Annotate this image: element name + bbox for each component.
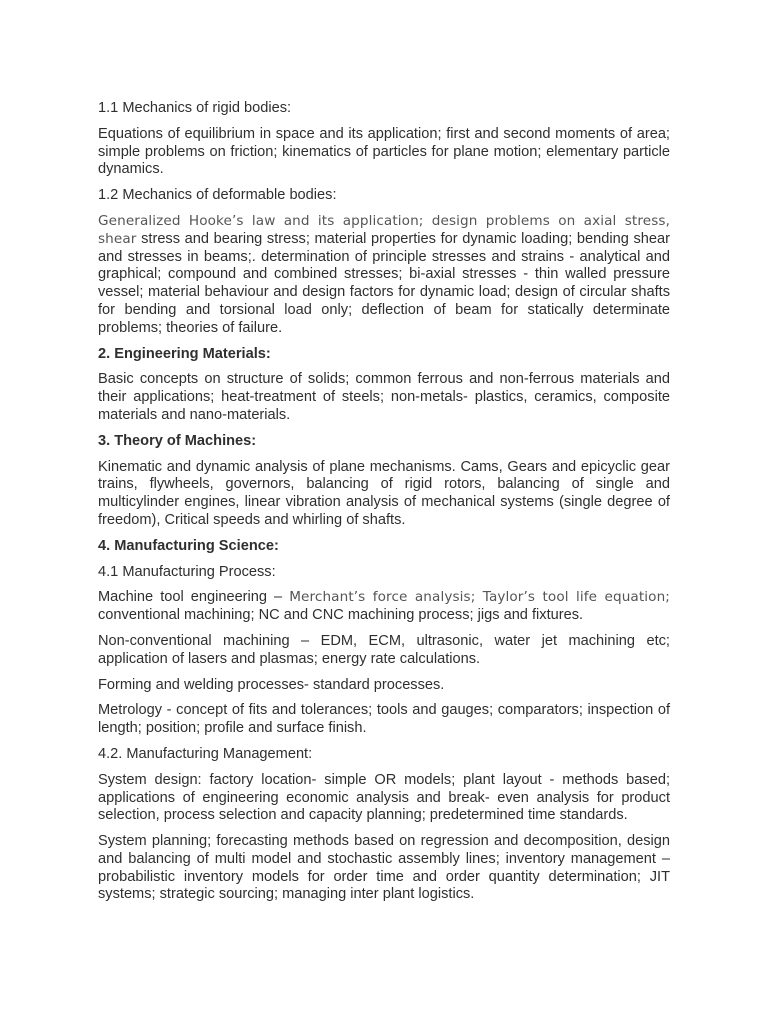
section-4-2-paragraph-1: System design: factory location- simple OR models; plant layout - methods based; applications of engineering economic analysis and break- even analysis for product selection, process selection and capacity planning; predetermined time standards. [98,771,670,824]
section-4-1-paragraph-4: Metrology - concept of fits and tolerances; tools and gauges; comparators; inspection of length; position; profile and surface finish. [98,702,670,737]
section-4-1-paragraph-1-lead: Machine tool engineering – [98,589,290,606]
document-page [98,100,670,912]
section-3-body: Kinematic and dynamic analysis of plane mechanisms. Cams, Gears and epicyclic gear trains, flywheels, governors, balancing of rigid rotors, balancing of single and multicylinder engines, linear vibration analysis of mechanical systems (single degree of freedom), Critical speeds and whirling of shafts. [98,458,670,528]
section-4-1-paragraph-2: Non-conventional machining – EDM, ECM, ultrasonic, water jet machining etc; application of lasers and plasmas; energy rate calculations. [98,632,670,667]
section-1-1-body: Equations of equilibrium in space and its application; first and second moments of area; simple problems on friction; kinematics of particles for plane motion; elementary particle dynamics. [98,125,670,178]
section-4-2-heading: 4.2. Manufacturing Management: [98,745,313,762]
section-2-body: Basic concepts on structure of solids; common ferrous and non-ferrous materials and their applications; heat-treatment of steels; non-metals- plastics, ceramics, composite materials and nano-materials. [98,371,670,423]
section-4-1-paragraph-3: Forming and welding processes- standard processes. [98,676,445,693]
section-4-heading: 4. Manufacturing Science: [98,537,279,554]
section-1-1-heading: 1.1 Mechanics of rigid bodies: [98,100,292,116]
section-4-1-paragraph-1-rest: conventional machining; NC and CNC machining process; jigs and fixtures. [98,607,584,624]
section-1-2-heading: 1.2 Mechanics of deformable bodies: [98,187,337,204]
section-4-2-paragraph-2: System planning; forecasting methods based on regression and decomposition, design and balancing of multi model and stochastic assembly lines; inventory management – probabilistic inventory models for order time and order quantity determination; JIT systems; strategic sourcing; managing inter plant logistics. [98,833,670,903]
section-1-2-body-rest: stress and bearing stress; material properties for dynamic loading; bending shear and stresses in beams;. determination of principle stresses and strains - analytical and graphical; compound and combined stresses; bi-axial stresses - thin walled pressure vessel; material behaviour and design factors for dynamic load; design of circular shafts for bending and torsional load only; deflection of beam for statically determinate problems; theories of failure. [98,230,670,336]
section-4-1-paragraph-1 [98,589,670,625]
section-2-heading: 2. Engineering Materials: [98,345,271,362]
section-3-heading: 3. Theory of Machines: [98,432,257,449]
section-1-2-body [98,213,670,338]
section-4-1-paragraph-1-alt: Merchant’s force analysis; Taylor’s tool life equation; [289,589,670,606]
section-4-1-heading: 4.1 Manufacturing Process: [98,563,276,580]
section-1-2-body-lead: Generalized Hooke’s law and its application; design problems on axial stress, shear [98,212,670,247]
